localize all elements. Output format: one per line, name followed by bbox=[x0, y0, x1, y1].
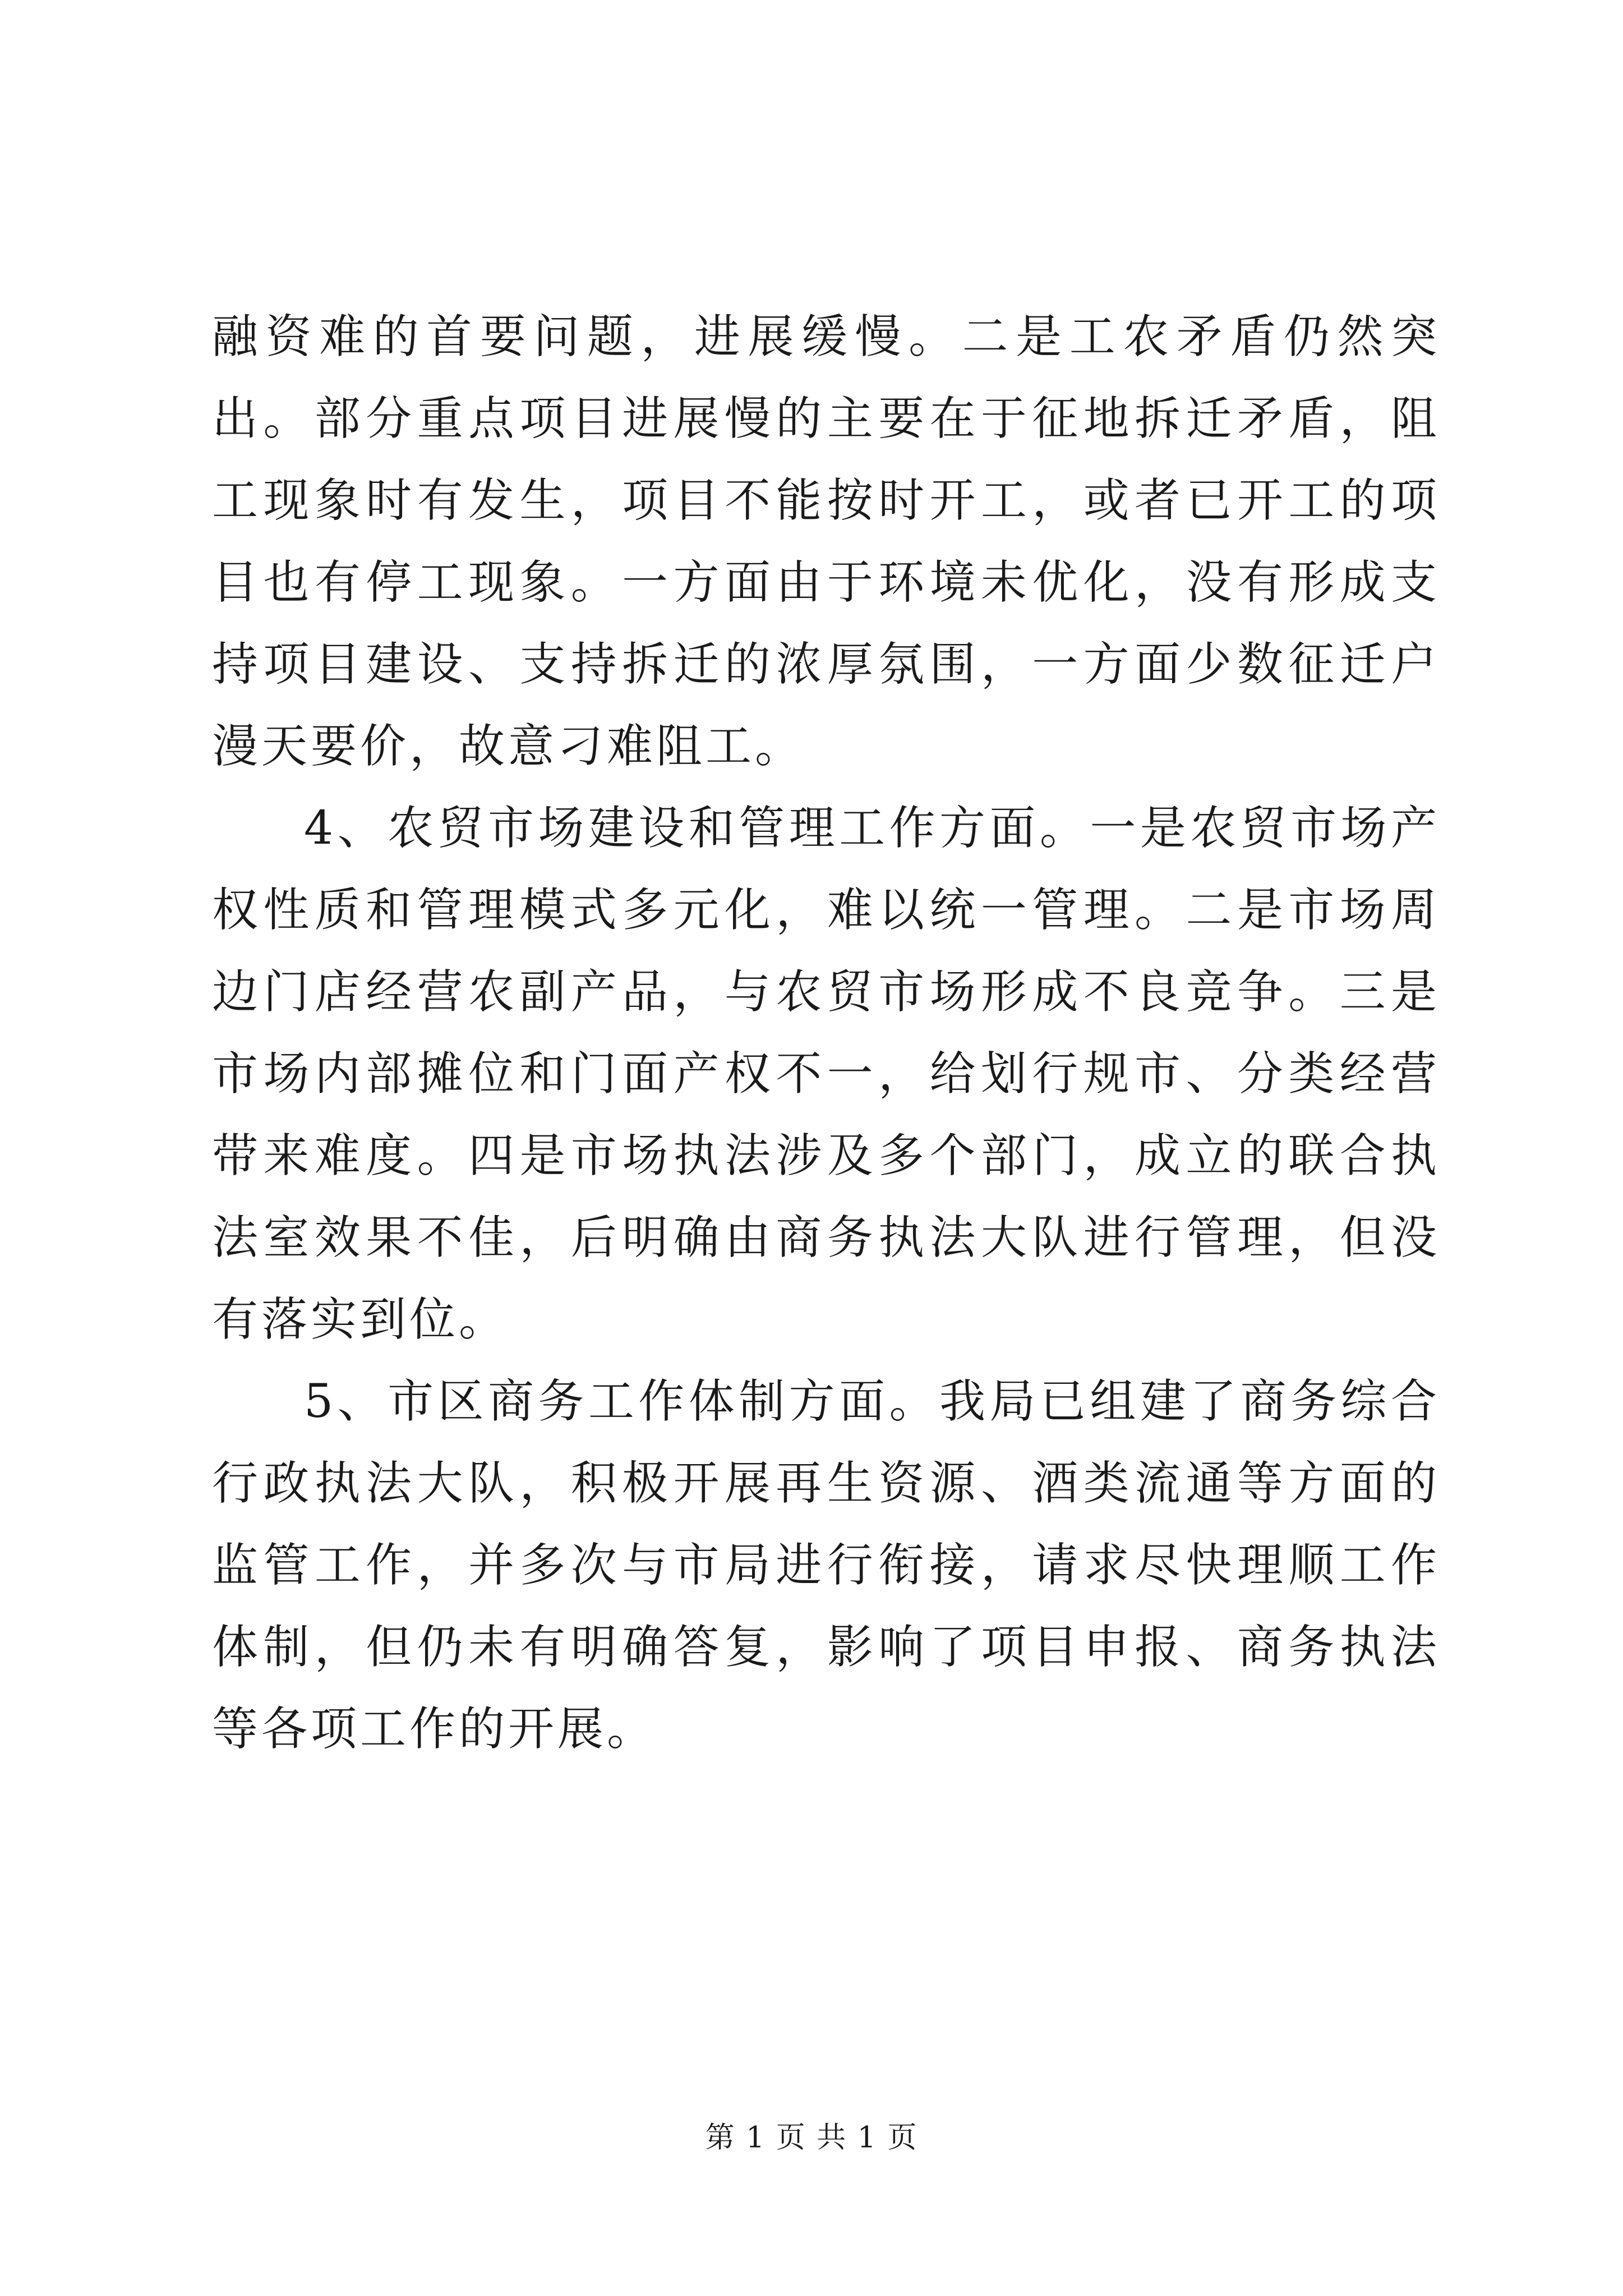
paragraph-1: 融资难的首要问题，进展缓慢。二是工农矛盾仍然突出。部分重点项目进展慢的主要在于征地拆迁矛盾，阻工现象时有发生，项目不能按时开工，或者已开工的项目也有停工现象。一方面由于环境未优化，没有形成支持项目建设、支持拆迁的浓厚氛围，一方面少数征迁户漫天要价，故意刁难阻工。 bbox=[212, 310, 1440, 773]
paragraph-2: 4、农贸市场建设和管理工作方面。一是农贸市场产权性质和管理模式多元化，难以统一管理。二是市场周边门店经营农副产品，与农贸市场形成不良竞争。三是市场内部摊位和门面产权不一，给划行规市、分类经营带来难度。四是市场执法涉及多个部门，成立的联合执法室效果不佳，后明确由商务执法大队进行管理，但没有落实到位。 bbox=[212, 802, 1440, 1346]
page-footer: 第 1 页 共 1 页 bbox=[705, 2121, 918, 2155]
paragraph-3: 5、市区商务工作体制方面。我局已组建了商务综合行政执法大队，积极开展再生资源、酒类流通等方面的监管工作，并多次与市局进行衔接，请求尽快理顺工作体制，但仍未有明确答复，影响了项目申报、商务执法等各项工作的开展。 bbox=[212, 1375, 1440, 1756]
document-body bbox=[212, 296, 1440, 1770]
